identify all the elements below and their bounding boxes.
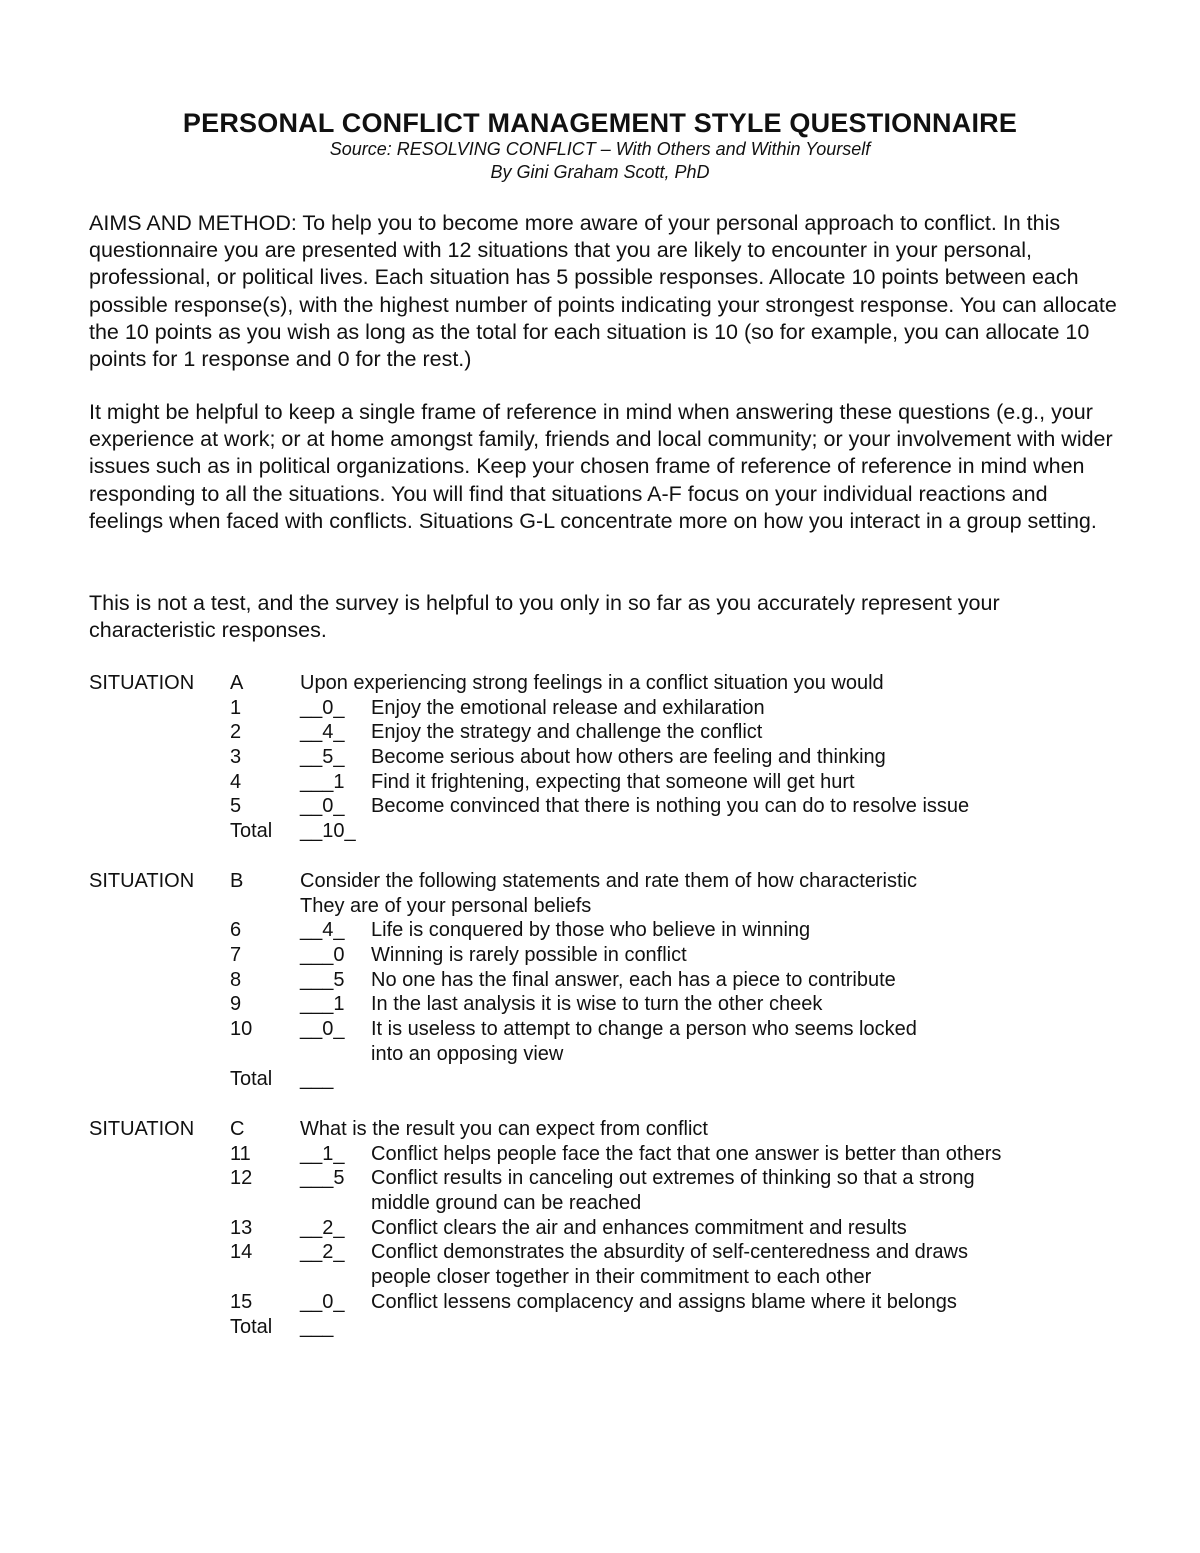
response-text: Enjoy the emotional release and exhilaration [371, 696, 765, 719]
response-number: 11 [230, 1142, 251, 1165]
response-score: __0_ [300, 795, 345, 818]
response-row [0, 1240, 1200, 1265]
response-score: ___5 [300, 968, 345, 991]
response-row [0, 794, 1200, 819]
response-number: 10 [230, 1018, 253, 1041]
response-number: 15 [230, 1290, 253, 1313]
response-row [0, 1191, 1200, 1216]
situation-letter: A [230, 672, 244, 694]
response-text: Winning is rarely possible in conflict [371, 944, 687, 967]
response-row [0, 1290, 1200, 1315]
total-score: ___ [300, 1315, 334, 1338]
response-score: __0_ [300, 696, 345, 719]
response-text: into an opposing view [371, 1042, 564, 1065]
response-text: It is useless to attempt to change a person who seems locked [371, 1018, 917, 1041]
response-text: Conflict lessens complacency and assigns blame where it belongs [371, 1290, 957, 1313]
response-row [0, 745, 1200, 770]
response-text: Become serious about how others are feeling and thinking [371, 746, 886, 769]
response-text: Conflict demonstrates the absurdity of self-centeredness and draws [371, 1241, 968, 1264]
situation-prompt: Upon experiencing strong feelings in a conflict situation you would [300, 672, 884, 694]
response-row [0, 968, 1200, 993]
response-score: __2_ [300, 1216, 345, 1239]
response-score: __1_ [300, 1142, 345, 1165]
response-text: In the last analysis it is wise to turn the other cheek [371, 993, 823, 1016]
not-test-paragraph: This is not a test, and the survey is helpful to you only in so far as you accurately represent your characteristic responses. [89, 591, 1000, 643]
situation-c [0, 1117, 1200, 1339]
response-number: 13 [230, 1216, 253, 1239]
situation-header-row [0, 671, 1200, 696]
total-label: Total [230, 1315, 273, 1338]
response-row [0, 918, 1200, 943]
response-number: 6 [230, 919, 242, 942]
situation-header-row [0, 894, 1200, 919]
response-score: __4_ [300, 721, 345, 744]
response-text: Conflict helps people face the fact that one answer is better than others [371, 1142, 1002, 1165]
response-row [0, 1042, 1200, 1067]
aims-paragraph: AIMS AND METHOD: To help you to become more aware of your personal approach to conflict. In this questionnaire you are presented with 12 situations that you are likely to encounter in your personal, professional, or political lives. Each situation has 5 possible responses. Allocate 10 points between each possible response(s), with the highest number of points indicating your strongest response. You can allocate the 10 points as you wish as long as the total for each situation is 10 (so for example, you can allocate 10 points for 1 response and 0 for the rest.) [89, 211, 1117, 372]
total-label: Total [230, 1067, 273, 1090]
response-score: ___5 [300, 1167, 345, 1190]
response-row [0, 1265, 1200, 1290]
response-score: __0_ [300, 1290, 345, 1313]
response-row [0, 1216, 1200, 1241]
situation-label: SITUATION [89, 870, 195, 892]
situation-header-row [0, 1117, 1200, 1142]
response-row [0, 943, 1200, 968]
response-text: No one has the final answer, each has a piece to contribute [371, 968, 896, 991]
total-label: Total [230, 820, 273, 843]
author-line: By Gini Graham Scott, PhD [490, 162, 710, 182]
situation-label: SITUATION [89, 672, 195, 694]
response-score: __0_ [300, 1018, 345, 1041]
response-number: 5 [230, 795, 242, 818]
response-row [0, 720, 1200, 745]
situation-prompt: What is the result you can expect from conflict [300, 1118, 708, 1140]
source-line: Source: RESOLVING CONFLICT – With Others and Within Yourself [329, 139, 871, 159]
response-row [0, 696, 1200, 721]
total-score: ___ [300, 1067, 334, 1090]
response-number: 14 [230, 1241, 253, 1264]
situation-header-row [0, 869, 1200, 894]
response-text: people closer together in their commitment to each other [371, 1266, 872, 1289]
situation-prompt: They are of your personal beliefs [300, 894, 592, 917]
response-text: Enjoy the strategy and challenge the conflict [371, 721, 763, 744]
response-score: __4_ [300, 919, 345, 942]
response-row [0, 770, 1200, 795]
response-number: 1 [230, 696, 242, 719]
response-text: Life is conquered by those who believe in winning [371, 919, 811, 942]
response-row [0, 992, 1200, 1017]
total-row [0, 1315, 1200, 1340]
total-score: __10_ [300, 820, 356, 843]
response-score: __5_ [300, 746, 345, 769]
frame-paragraph: It might be helpful to keep a single frame of reference in mind when answering these questions (e.g., your experience at work; or at home amongst family, friends and local community; or your involvement with wider issues such as in political organizations. Keep your chosen frame of reference of reference in mind when responding to all the situations. You will find that situations A-F focus on your individual reactions and feelings when faced with conflicts. Situations G-L concentrate more on how you interact in a group setting. [89, 400, 1113, 533]
response-score: __2_ [300, 1241, 345, 1264]
response-text: middle ground can be reached [371, 1192, 642, 1215]
response-text: Conflict clears the air and enhances commitment and results [371, 1216, 907, 1239]
response-number: 4 [230, 770, 242, 793]
response-number: 8 [230, 968, 242, 991]
response-number: 9 [230, 993, 242, 1016]
situation-label: SITUATION [89, 1118, 195, 1140]
response-score: ___1 [300, 770, 345, 793]
response-text: Conflict results in canceling out extremes of thinking so that a strong [371, 1167, 975, 1190]
response-number: 12 [230, 1167, 253, 1190]
situation-a [0, 671, 1200, 844]
total-row [0, 1067, 1200, 1092]
situation-prompt: Consider the following statements and rate them of how characteristic [300, 870, 917, 892]
response-number: 7 [230, 944, 242, 967]
response-number: 2 [230, 721, 242, 744]
response-score: ___0 [300, 944, 345, 967]
response-number: 3 [230, 746, 242, 769]
response-row [0, 1166, 1200, 1191]
response-row [0, 1142, 1200, 1167]
response-text: Become convinced that there is nothing you can do to resolve issue [371, 795, 970, 818]
situation-letter: C [230, 1118, 245, 1140]
situation-b [0, 869, 1200, 1091]
total-row [0, 819, 1200, 844]
situation-letter: B [230, 870, 244, 892]
response-row [0, 1017, 1200, 1042]
page-title: PERSONAL CONFLICT MANAGEMENT STYLE QUESTIONNAIRE [182, 108, 1018, 138]
response-score: ___1 [300, 993, 345, 1016]
response-text: Find it frightening, expecting that someone will get hurt [371, 770, 855, 793]
